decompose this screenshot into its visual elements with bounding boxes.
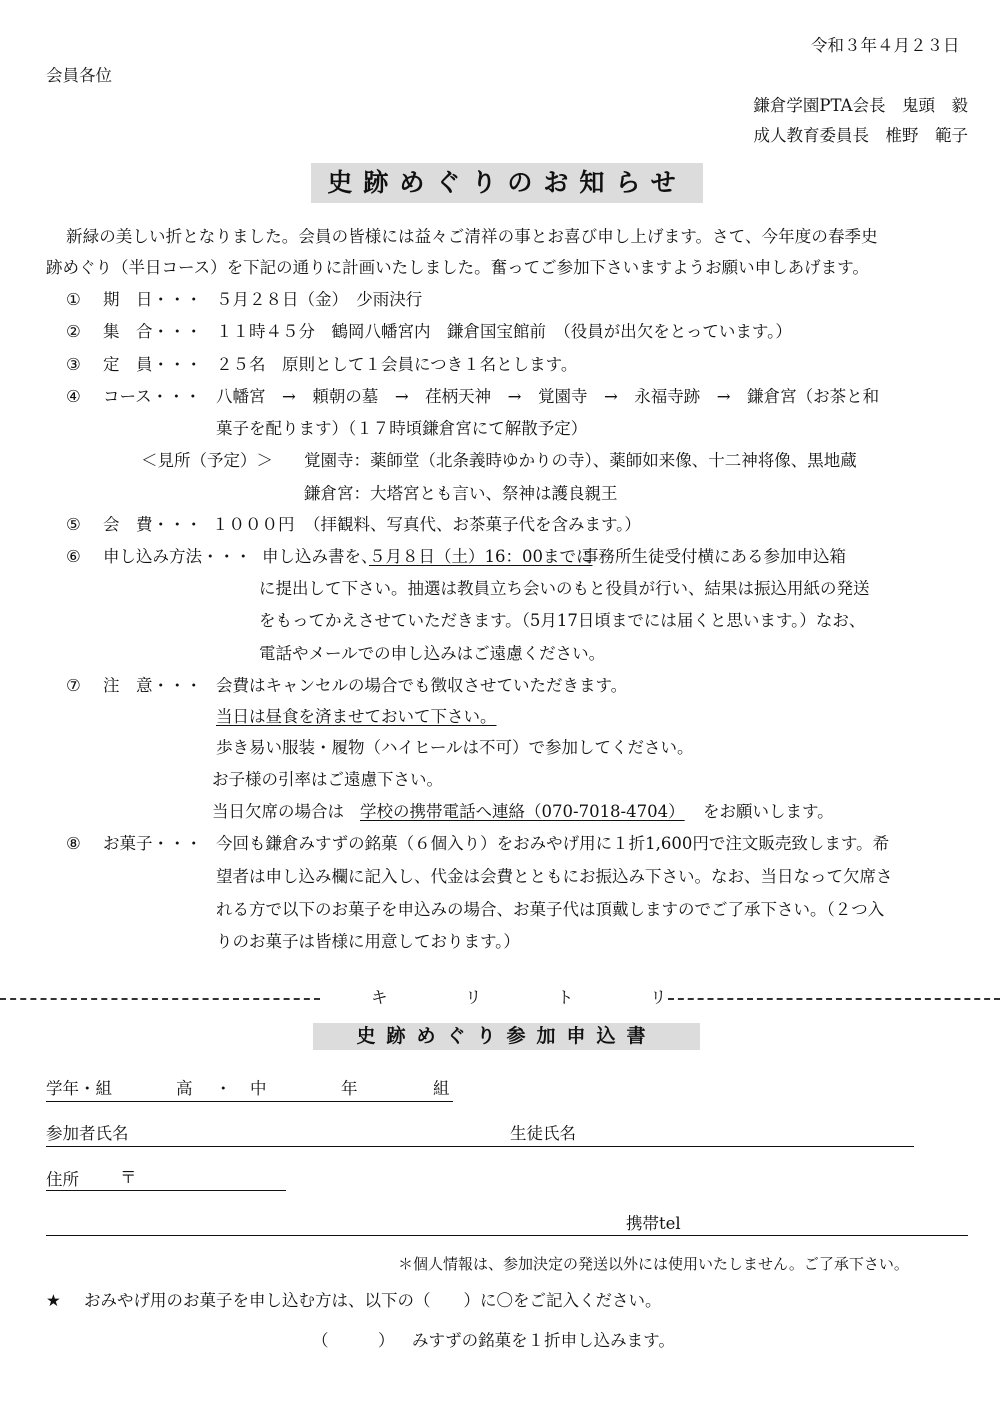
item-2-text: １１時４５分 鶴岡八幡宮内 鎌倉国宝館前 （役員が出欠をとっています。） bbox=[216, 322, 792, 341]
item-4-number: ④ bbox=[66, 387, 81, 406]
item-3-text: ２５名 原則として１会員につき１名とします。 bbox=[216, 355, 578, 374]
intro-line-2: 跡めぐり（半日コース）を下記の通りに計画いたしました。奮ってご参加下さいますようお願い申しあげます。 bbox=[46, 258, 869, 277]
item-8-line-4: りのお菓子は皆様に用意しております。） bbox=[216, 932, 520, 951]
item-3-number: ③ bbox=[66, 355, 81, 374]
item-1-number: ① bbox=[66, 290, 81, 309]
souvenir-note: おみやげ用のお菓子を申し込む方は、以下の（ ）に〇をご記入ください。 bbox=[84, 1291, 662, 1310]
item-8-number: ⑧ bbox=[66, 834, 81, 853]
form-title: 史跡めぐり参加申込書 bbox=[313, 1023, 700, 1050]
item-2-label: 集 合・・・ bbox=[103, 322, 202, 341]
item-6-line-3: をもってかえさせていただきます。（5月17日頃までには届くと思います。）なお、 bbox=[259, 611, 866, 630]
postal-field[interactable] bbox=[46, 1190, 286, 1191]
item-4-text: 八幡宮 → 頼朝の墓 → 荏柄天神 → 覚園寺 → 永福寺跡 → 鎌倉宮（お茶と和 bbox=[216, 387, 880, 406]
intro-line-1: 新緑の美しい折となりました。会員の皆様には益々ご清祥の事とお喜び申し上げます。さて、今年度の春季史 bbox=[66, 227, 878, 246]
grade-separator: ・ bbox=[215, 1079, 232, 1098]
item-7-line-3: 歩き易い服装・履物（ハイヒールは不可）で参加してください。 bbox=[216, 738, 694, 757]
item-3-label: 定 員・・・ bbox=[103, 355, 202, 374]
item-4-highlights-label: ＜見所（予定）＞ bbox=[141, 451, 273, 470]
item-1-label: 期 日・・・ bbox=[103, 290, 202, 309]
cut-label-to: ト bbox=[557, 988, 574, 1007]
item-6-text-a: 申し込み書を、 bbox=[262, 547, 378, 566]
mobile-label: 携帯tel bbox=[626, 1214, 681, 1233]
item-7-phone: 学校の携帯電話へ連絡（070-7018-4704） bbox=[360, 802, 685, 821]
item-8-line-1: 今回も鎌倉みすずの銘菓（６個入り）をおみやげ用に１折1,600円で注文販売致します。希 bbox=[216, 834, 890, 853]
grade-label: 学年・組 bbox=[46, 1079, 112, 1098]
item-6-line-2: に提出して下さい。抽選は教員立ち会いのもと役員が行い、結果は振込用紙の発送 bbox=[259, 579, 870, 598]
grade-year: 年 bbox=[341, 1079, 358, 1098]
postal-mark: 〒 bbox=[120, 1168, 137, 1187]
item-4-highlight-kamakuragu: 鎌倉宮：大塔宮とも言い、祭神は護良親王 bbox=[304, 484, 618, 503]
grade-class: 組 bbox=[433, 1079, 450, 1098]
item-6-number: ⑥ bbox=[66, 547, 81, 566]
grade-field[interactable] bbox=[46, 1101, 453, 1102]
item-4-label: コース・・・ bbox=[103, 387, 202, 406]
item-8-line-2: 望者は申し込み欄に記入し、代金は会費とともにお振込み下さい。なお、当日なって欠席さ bbox=[216, 867, 893, 886]
item-7-label: 注 意・・・ bbox=[103, 676, 202, 695]
souvenir-checkbox[interactable]: （ ） bbox=[312, 1331, 395, 1350]
item-6-text-c: 事務所生徒受付横にある参加申込箱 bbox=[582, 547, 846, 566]
item-6-label: 申し込み方法・・・ bbox=[103, 547, 252, 566]
page-title: 史跡めぐりのお知らせ bbox=[311, 163, 703, 203]
sender-pta-president: 鎌倉学園PTA会長 鬼頭 毅 bbox=[753, 96, 968, 115]
cut-label-ri: リ bbox=[465, 988, 482, 1007]
address-label: 住所 bbox=[46, 1170, 79, 1189]
item-7-line-4: お子様の引率はご遠慮下さい。 bbox=[212, 770, 443, 789]
address-mobile-field[interactable] bbox=[46, 1235, 968, 1236]
item-7-line-5a: 当日欠席の場合は bbox=[212, 802, 344, 821]
item-5-fee: １０００円 bbox=[212, 515, 295, 534]
item-5-text: （拝観料、写真代、お茶菓子代を含みます。） bbox=[304, 515, 641, 534]
item-7-line-2: 当日は昼食を済ませておいて下さい。 bbox=[216, 707, 497, 726]
cut-label-ki: キ bbox=[371, 988, 388, 1007]
cut-line-right bbox=[668, 998, 1000, 1000]
student-name-label: 生徒氏名 bbox=[510, 1124, 576, 1143]
item-6-deadline: ５月８日（土）16：00までに bbox=[369, 547, 593, 566]
participant-name-label: 参加者氏名 bbox=[46, 1124, 129, 1143]
item-7-line-5c: をお願いします。 bbox=[703, 802, 834, 821]
sender-committee-chair: 成人教育委員長 椎野 範子 bbox=[753, 126, 968, 145]
item-1-text: ５月２８日（金） 少雨決行 bbox=[216, 290, 423, 309]
cut-line-left bbox=[0, 998, 320, 1000]
souvenir-order-text: みすずの銘菓を１折申し込みます。 bbox=[412, 1331, 675, 1350]
item-7-number: ⑦ bbox=[66, 676, 81, 695]
item-8-label: お菓子・・・ bbox=[103, 834, 202, 853]
grade-middle: 中 bbox=[250, 1079, 267, 1098]
item-5-number: ⑤ bbox=[66, 515, 81, 534]
item-5-label: 会 費・・・ bbox=[103, 515, 202, 534]
name-field[interactable] bbox=[46, 1146, 914, 1147]
grade-high: 高 bbox=[176, 1079, 193, 1098]
star-icon: ★ bbox=[46, 1291, 61, 1310]
item-8-line-3: れる方で以下のお菓子を申込みの場合、お菓子代は頂戴しますのでご了承下さい。（２つ入 bbox=[216, 900, 885, 919]
item-4-highlight-kakuonji: 覚園寺：薬師堂（北条義時ゆかりの寺）、薬師如来像、十二神将像、黒地蔵 bbox=[304, 451, 857, 470]
item-7-line-1: 会費はキャンセルの場合でも徴収させていただきます。 bbox=[216, 676, 628, 695]
item-2-number: ② bbox=[66, 322, 81, 341]
item-4-text-cont: 菓子を配ります）（１７時頃鎌倉宮にて解散予定） bbox=[216, 419, 588, 438]
cut-label-ri-2: リ bbox=[650, 988, 667, 1007]
item-6-line-4: 電話やメールでの申し込みはご遠慮ください。 bbox=[259, 644, 606, 663]
privacy-note: ＊個人情報は、参加決定の発送以外には使用いたしません。ご了承下さい。 bbox=[398, 1255, 909, 1273]
recipient: 会員各位 bbox=[46, 66, 112, 85]
issue-date: 令和３年４月２３日 bbox=[811, 36, 960, 55]
